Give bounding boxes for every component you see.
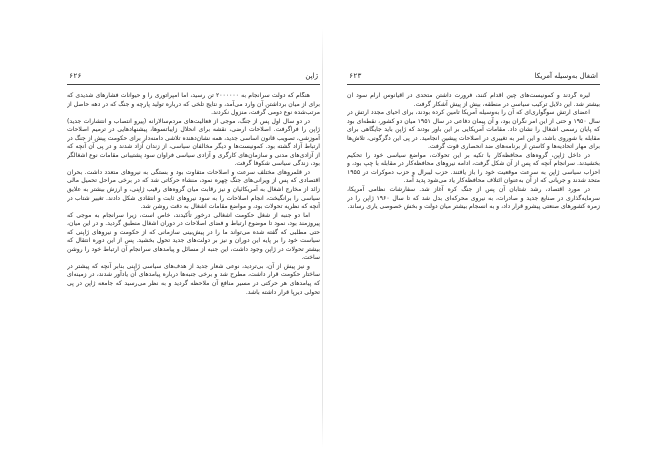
right-page-running-title: اشغال به‌وسیله آمریکا bbox=[534, 72, 598, 80]
left-page-number: ۶۲۶ bbox=[69, 72, 82, 80]
right-page-body bbox=[347, 92, 600, 426]
paragraph: لیره گردند و کمونیست‌های چین اقدام کنند، فرورت داشتن متحدی در اقیانوس آرام سود آن بیشتر شد. این دلایل ترکیب سیاسی در منطقه، بیش از پیش آشکار گرفت. bbox=[347, 92, 600, 108]
paragraph: اعضای ارتش سوگواری‌ای که آن را به‌وسیله آمریکا تامین کرده بودند، برای احیای مجدد ارتش در سال ۱۹۵۰ و حتی از این امر نگران بود، و آن پیمان دفاعی در سال ۱۹۵۱ میان دو کشور، نقطه‌ای بود که پایان رسمی اشغال را نشان داد. مقامات آمریکایی بر این باور بودند که ژاپن باید جایگاهی برای مقابله با شوروی باشد، و این امر به تغییری در اصلاحات پیشین انجامید. در پی این دگرگونی، تلاش‌ها برای مهار اتحادیه‌ها و کاستن از برنامه‌های ضد انحصاری قوت گرفت. bbox=[347, 109, 600, 151]
left-page-body bbox=[67, 92, 320, 426]
paragraph: در دو سال اول پس از جنگ، موجی از فعالیت‌های مردم‌سالارانه (پیرو انتصاب و انتشارات جدید) ژاپن را فراگرفت. اصلاحات ارضی، نقشه برای انحلال زایباتسوها، پیشنهادهایی در ترمیم اصلاحات آموزشی، تصویب قانون اساسی جدید، همه نشان‌دهنده تلاشی دامنه‌دار برای حکومت پیش از جنگ در ارتباط آزاد گشته بود. کمونیست‌ها و دیگر مخالفان سیاسی، از زندان آزاد شدند و در پی آن آنچه که از آزادی‌های مدنی و سازمان‌های کارگری و آزادی سیاسی فراوان سود پشتیبانی مقامات نوع اشغالگر بود، زندگی سیاسی شکوفا گرفت. bbox=[67, 117, 320, 168]
paragraph: در قلمروهای مختلف سرعت و اصلاحات متفاوت بود و بستگی به نیروهای متعدد داشت. بحران اقتصادی که پس از ویرانی‌های جنگ چهره نمود، منشاء حرکاتی شد که در برخی مراحل تحمیل مالی زائد از مخارج اشغال به آمریکائیان و نیز رقابت میان گروه‌های رقیب ژاپنی، و ارزش بیشتر به علایق سیاسی را برانگیخت، انجام اصلاحات را به سود نیروهای ثابت و انتقادی شکل دادند. تغییر شتاب در آنچه که نظریه تحولات بود، و مواضع مقامات اشغال به دقت روشن شد. bbox=[67, 168, 320, 211]
paragraph: و نیز پیش از آن، بی‌تردید، نوعی شعار جدید از هدف‌های سیاسی ژاپنی بنابر آنچه که پیشتر در ساختار حکومت قرار داشت، مطرح شد و برخی جنبه‌ها درباره پیامدهای آن یادآور شدند، در زمینه‌ای که پیامدهای هر حرکتی در مسیر منافع آن ملاحظه گردید و به نظر می‌رسید که جامعه ژاپن در پی تحولی دیرپا قرار داشته باشد. bbox=[67, 262, 320, 296]
paragraph: اما دو جنبه از شغل حکومت اشغالی درخور تأکیدند، خاص است، زیرا سرانجام به موجی که پیروزمند بود، نمود تا موضوع ارتباط و فضای اصلاحات در دوران اشغال منطبق گردید. و در این میان، حتی مطلبی که گفته شده می‌تواند ما را در پیش‌بینی سازمانی که از حکومت و نیروهای ژاپنی که سیاست خود را بر پایه این دوران و نیز بر دولت‌های جدید تحول بخشید. پس از این دوره انتقال که بیشتر تحولات در ژاپن وجود داشت، این جنبه از مسائل و پیامدهای سرانجام آن ارتباط خود را روشن ساخت. bbox=[67, 211, 320, 262]
left-page-header bbox=[67, 70, 320, 85]
right-page-number: ۶۲۳ bbox=[349, 72, 362, 80]
left-page-running-title: ژاپن bbox=[305, 72, 318, 80]
right-page-header bbox=[347, 70, 600, 85]
right-page bbox=[347, 70, 600, 426]
page-gutter bbox=[322, 28, 323, 448]
paragraph: هنگام که دولت سرانجام به ۲۰۰۰۰۰۰ تن رسید، اما امپراتوری را و حیوانات فشارهای شدیدی که برای از میان برداشتن آن وارد می‌آمد، و نتایج تلخی که درباره تولید پارچه و جنگ که در دهه حاصل از مرتب‌شده نوع دومی گرفت، منزول نکردند. bbox=[67, 92, 320, 117]
paragraph: در داخل ژاپن، گروه‌های محافظه‌کار با تکیه بر این تحولات، مواضع سیاسی خود را تحکیم بخشیدند. سرانجام آنچه که پس از آن شکل گرفت، ادامه نیروهای محافظه‌کار در مقابله با چپ بود، و احزاب سیاسی ژاپن به سرعت موقعیت خود را باز یافتند. حزب لیبرال و حزب دموکرات در ۱۹۵۵ متحد شدند و جریانی که از آن به‌عنوان ائتلاف محافظه‌کار یاد می‌شود پدید آمد. bbox=[347, 151, 600, 185]
paragraph: در مورد اقتصاد، رشد شتابان آن پس از جنگ کره آغاز شد. سفارشات نظامی آمریکا، سرمایه‌گذاری در صنایع جدید و صادرات، به نیروی محرکه‌ای بدل شد که تا سال ۱۹۶۰ ژاپن را در زمره کشورهای صنعتی پیشرو قرار داد، و به انسجام بیشتر میان دولت و بخش خصوصی یاری رساند. bbox=[347, 186, 600, 211]
left-page bbox=[67, 70, 320, 426]
